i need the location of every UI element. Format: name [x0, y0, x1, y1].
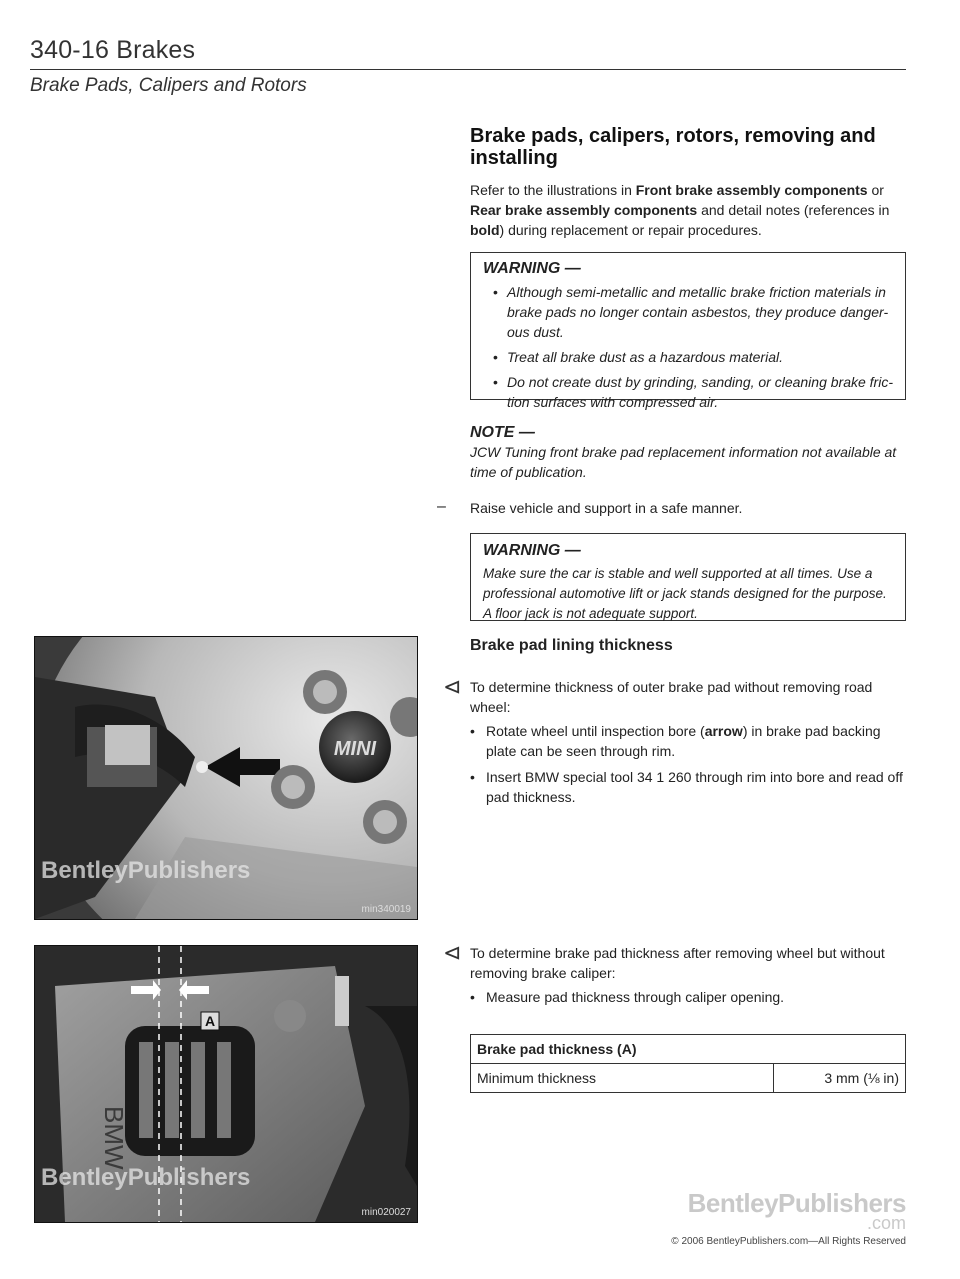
bullet-item — [470, 721, 906, 761]
note-text: JCW Tuning front brake pad replacement information not available at time of publication. — [470, 444, 897, 480]
step-text: Raise vehicle and support in a safe manner. — [470, 500, 743, 516]
intro-paragraph — [470, 180, 906, 240]
bullet-item: • Insert BMW special tool 34 1 260 through rim into bore and read off pad thickness. — [470, 767, 906, 807]
table-header: Brake pad thickness (A) — [471, 1035, 906, 1064]
table-cell-value: 3 mm (⅛ in) — [774, 1064, 906, 1093]
step-raise-vehicle — [437, 498, 906, 518]
step-text: To determine brake pad thickness after removing wheel but without removing brake caliper: — [470, 945, 885, 981]
bullet-text: Rotate wheel until inspection bore ( — [486, 723, 705, 739]
warning-item: • Although semi-metallic and metallic brake friction materials in brake pads no longer contain asbestos, they produce danger-ous dust. — [493, 282, 895, 342]
heading-line-2: installing — [470, 147, 558, 169]
header-rule — [30, 69, 906, 70]
publisher-logo-com: .com — [866, 1213, 906, 1233]
copyright: © 2006 BentleyPublishers.com—All Rights Reserved — [671, 1236, 906, 1247]
warning-box-dust — [470, 252, 906, 410]
warning-text: Make sure the car is stable and well supported at all times. Use a professional automotive lift or jack stands designed for the purpose. A floor jack is not adequate support. — [483, 566, 887, 621]
watermark: BentleyPublishers — [41, 1164, 251, 1191]
figure-id: min020027 — [361, 1207, 411, 1218]
bullet-item: • Measure pad thickness through caliper opening. — [470, 987, 906, 1007]
note-block — [470, 424, 906, 482]
caliper-photo — [34, 945, 418, 1223]
step-text: To determine thickness of outer brake pad without removing road wheel: — [470, 679, 873, 715]
bullet-bold: arrow — [704, 723, 743, 739]
heading-line-1: Brake pads, calipers, rotors, removing and — [470, 125, 876, 147]
hub-text: MINI — [333, 738, 377, 760]
lining-heading — [470, 637, 906, 655]
intro-text: Refer to the illustrations in — [470, 182, 636, 198]
warning-box-support — [470, 533, 906, 621]
wheel-photo — [34, 636, 418, 920]
spec-table — [470, 1034, 906, 1093]
callout-a: A — [204, 1013, 216, 1029]
left-pointer-icon: ⊲ — [443, 674, 462, 699]
left-pointer-icon: ⊲ — [443, 940, 462, 965]
caliper-text: BMW — [99, 1106, 129, 1170]
step-outer-pad — [443, 674, 906, 813]
bullet-text: ) in brake pad backing plate can be seen through rim. — [486, 723, 881, 759]
warning-item: • Do not create dust by grinding, sanding, or cleaning brake fric-tion surfaces with compressed air. — [493, 372, 895, 412]
warning-item: • Treat all brake dust as a hazardous material. — [493, 347, 895, 367]
spec-table-wrapper — [470, 1034, 906, 1093]
intro-text: and detail notes (references in — [697, 202, 890, 218]
intro-text: ) during replacement or repair procedures. — [499, 222, 762, 238]
page-subtitle: Brake Pads, Calipers and Rotors — [30, 75, 307, 96]
table-row — [471, 1064, 906, 1093]
step-dash: – — [437, 498, 446, 515]
intro-bold-rear: Rear brake assembly components — [470, 202, 698, 218]
table-cell-label: Minimum thickness — [471, 1064, 774, 1093]
intro-bold-word: bold — [470, 222, 500, 238]
watermark: BentleyPublishers — [41, 857, 251, 884]
warning-heading: WARNING — — [483, 542, 581, 559]
publisher-logo: BentleyPublishers — [687, 1188, 906, 1218]
step-caliper-pad — [443, 940, 906, 1013]
section-heading — [470, 125, 906, 169]
intro-bold-front: Front brake assembly components — [635, 182, 868, 198]
page-title: 340-16 Brakes — [30, 36, 196, 64]
figure-id: min340019 — [361, 904, 411, 915]
warning-heading: WARNING — — [483, 260, 581, 277]
note-heading: NOTE — — [470, 424, 535, 441]
intro-text: or — [867, 182, 884, 198]
subheading: Brake pad lining thickness — [470, 637, 673, 654]
